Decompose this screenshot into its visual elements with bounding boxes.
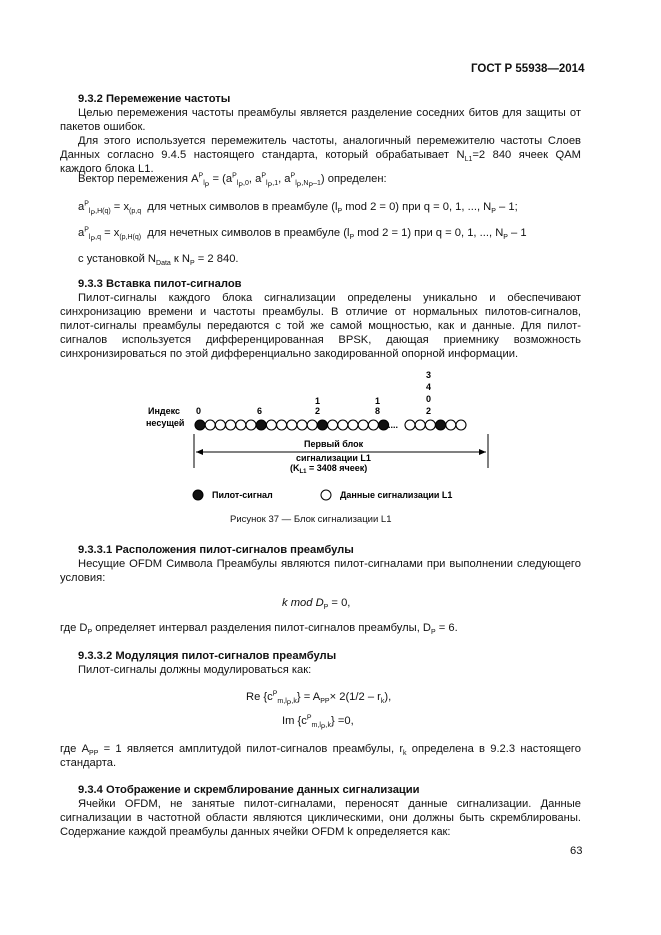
paragraph: Пилот-сигналы должны модулироваться как: xyxy=(78,664,312,676)
section-heading-9331: 9.3.3.1 Расположения пилот-сигналов преамбулы xyxy=(78,544,354,556)
data-cell xyxy=(287,420,297,430)
data-cell xyxy=(307,420,317,430)
pilot-cell xyxy=(195,420,205,430)
paragraph: Несущие OFDM Символа Преамбулы являются пилот-сигналами при выполнении следующего условия: xyxy=(60,558,581,584)
data-cell xyxy=(277,420,287,430)
section-heading-932: 9.3.2 Перемежение частоты xyxy=(78,93,231,105)
vector-definition: Вектор перемежения $A^P_{l_P} = (a^P_{l_P,0}$, $a^P_{l_P,1}$, $a^P_{l_P,N_P-1}$) определен: xyxy=(78,172,387,190)
carrier-index-12: 1 xyxy=(315,396,321,406)
data-cell xyxy=(405,420,415,430)
legend-pilot-label: Пилот-сигнал xyxy=(212,490,273,500)
carrier-index-6: 6 xyxy=(257,406,263,416)
data-cell xyxy=(415,420,425,430)
block-size-label: ($K_{L1} = 3408$ ячеек) xyxy=(290,463,368,475)
pilot-cell xyxy=(256,420,266,430)
figure-37 xyxy=(120,368,520,528)
index-label: Индекс xyxy=(148,406,181,416)
data-cell xyxy=(297,420,307,430)
carrier-index-3402: 0 xyxy=(426,394,432,404)
section-heading-934: 9.3.4 Отображение и скремблирование данных сигнализации xyxy=(78,784,420,796)
figure-caption: Рисунок 37 — Блок сигнализации L1 xyxy=(230,514,392,525)
carrier-index-18: 8 xyxy=(375,406,381,416)
pilot-cell xyxy=(317,420,327,430)
definition-line: где $D_P$ определяет интервал разделения пилот-сигналов преамбулы, $D_P = 6$. xyxy=(60,622,458,637)
data-cell xyxy=(328,420,338,430)
carrier-cells xyxy=(195,420,466,430)
block-label: Первый блок xyxy=(304,439,364,449)
figure-diagram xyxy=(120,368,520,528)
carrier-index-3402: 3 xyxy=(426,370,432,380)
carrier-index-0: 0 xyxy=(196,406,202,416)
block-label: сигнализации L1 xyxy=(296,453,371,463)
legend-data-label: Данные сигнализации L1 xyxy=(340,490,453,500)
paragraph: Целью перемежения частоты преамбулы является разделение соседних битов для защиты от пакетов ошибок. xyxy=(60,107,581,133)
pilot-cell xyxy=(436,420,446,430)
document-id: ГОСТ Р 55938—2014 xyxy=(471,63,585,75)
paragraph: Пилот-сигналы каждого блока сигнализации определены уникально и обеспечивают синхронизацию времени и частоты преамбулы. В отличие от нормальных пилотов-сигналов, пилот-сигналы преамбулы передаются с той же самой мощностью, как и данные. Для пилот-сигналов используется дифференцированная BPSK, дающая приемнику возможность синхронизироваться по этой дифференциально закодированной опорной информации. xyxy=(60,292,581,360)
data-cell xyxy=(266,420,276,430)
data-cell xyxy=(368,420,378,430)
data-cell xyxy=(226,420,236,430)
equation-odd: $a^P_{l_P,q} = x_{(p,H(q)}$ для нечетных символов в преамбуле ($l_P$ mod 2 = 1) при q = 0, 1, ..., $N_P - 1$ xyxy=(78,226,527,244)
data-cell xyxy=(338,420,348,430)
paragraph: Для этого используется перемежитель частоты, аналогичный перемежителю частоты Слоев Данных согласно 9.4.5 настоящего стандарта, который обрабатывает $N_{L1}=2$ 840 ячеек QAM каждого блока L1. xyxy=(60,135,581,175)
data-cell xyxy=(425,420,435,430)
data-cell xyxy=(456,420,466,430)
data-cell xyxy=(205,420,215,430)
carrier-index-3402: 4 xyxy=(426,382,432,392)
carrier-index-18: 1 xyxy=(375,396,381,406)
formula: k mod $D_P = 0$, xyxy=(282,597,351,612)
carrier-index-12: 2 xyxy=(315,406,321,416)
section-heading-933: 9.3.3 Вставка пилот-сигналов xyxy=(78,278,242,290)
set-line: с установкой $N_{Data}$ к $N_P = 2$ 840. xyxy=(78,253,239,268)
carrier-index-3402: 2 xyxy=(426,406,432,416)
data-cell xyxy=(215,420,225,430)
index-label: несущей xyxy=(146,418,185,428)
formula-re: Re $\{c^P_{m,l_P,k}\} = A_{PP}\times 2(1/2 - r_k)$, xyxy=(246,690,392,708)
paragraph: Ячейки OFDM, не занятые пилот-сигналами, переносят данные сигнализации. Данные сигнализации в частотной области являются циклическими, они должны быть скремблированы. Содержание каждой преамбулы данных ячейки OFDM k определяется как: xyxy=(60,798,581,838)
formula-im: Im $\{c^P_{m,l_P,k}\} =0$, xyxy=(282,714,354,732)
data-cell xyxy=(236,420,246,430)
definition-line: где $A_{PP} = 1$ является амплитудой пилот-сигналов преамбулы, $r_k$ определена в 9.2.3 настоящего стандарта. xyxy=(60,743,581,769)
data-cell xyxy=(348,420,358,430)
data-cell xyxy=(246,420,256,430)
page-number: 63 xyxy=(570,845,583,857)
equation-even: $a^P_{l_P,H(q)} = x_{(p,q}$ для четных символов в преамбуле ($l_P$ mod 2 = 0) при q = 0, 1, ..., $N_P - 1$; xyxy=(78,200,518,218)
data-cell xyxy=(446,420,456,430)
data-cell xyxy=(358,420,368,430)
legend-data-symbol xyxy=(321,490,331,500)
section-heading-9332: 9.3.3.2 Модуляция пилот-сигналов преамбулы xyxy=(78,650,337,662)
legend-pilot-symbol xyxy=(193,490,203,500)
ellipsis: .... xyxy=(388,420,399,430)
